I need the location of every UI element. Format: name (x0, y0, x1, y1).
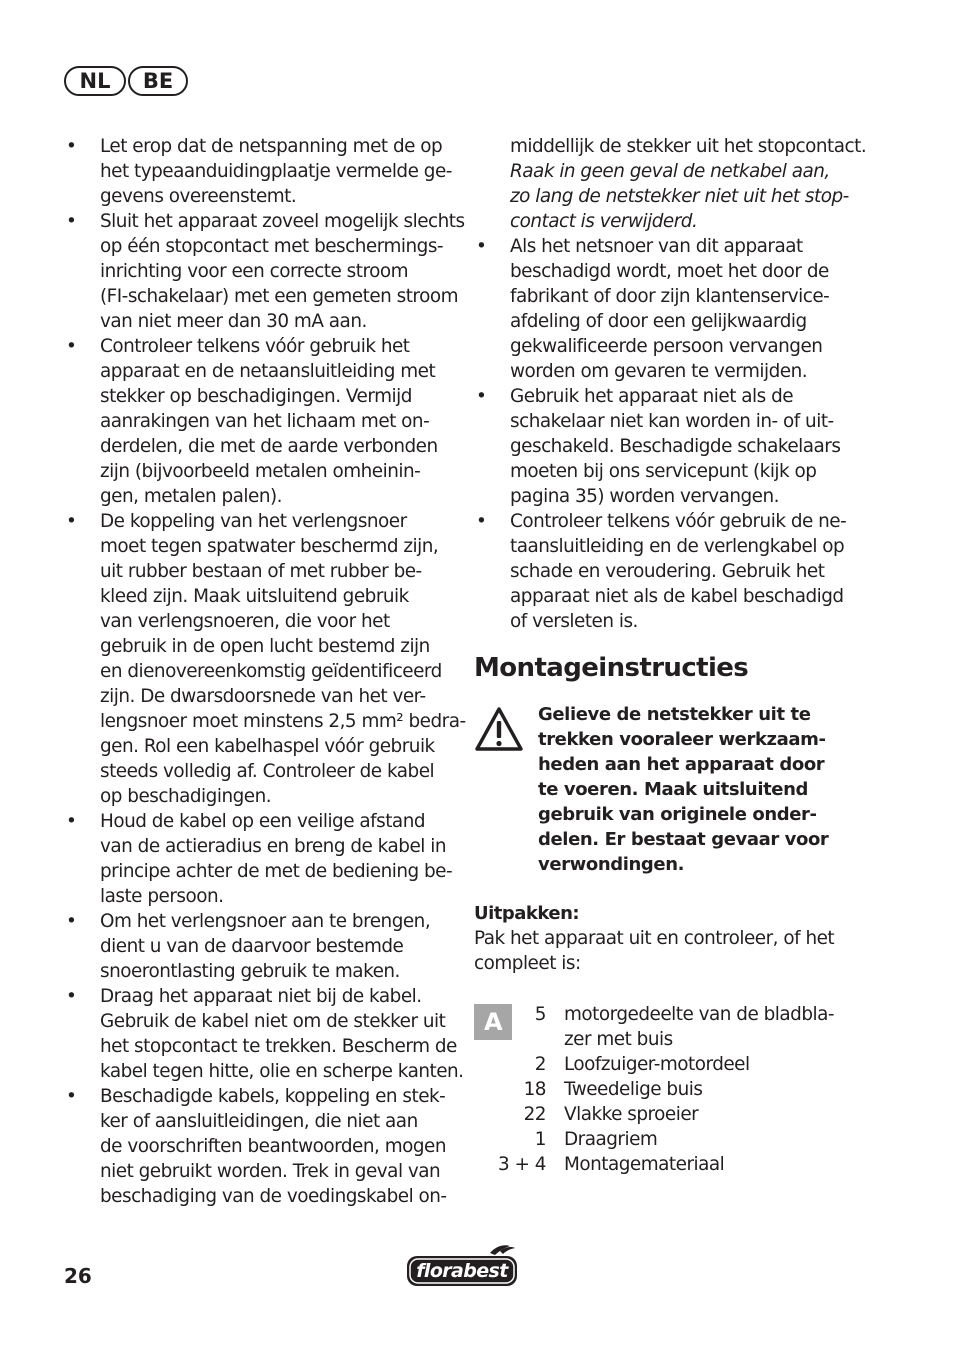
warning-line: gebruik van originele onder- (538, 804, 817, 825)
bullet-line: het typeaanduidingplaatje vermelde ge- (100, 161, 452, 182)
bullet-line: lengsnoer moet minstens 2,5 mm² bedra- (100, 711, 466, 732)
bullet-line: apparaat niet als de kabel beschadigd (510, 586, 844, 607)
bullet-line: beschadigd wordt, moet het door de (510, 261, 829, 282)
warning-line: verwondingen. (538, 854, 685, 875)
unpack-line: Pak het apparaat uit en controleer, of het (474, 928, 835, 949)
part-name-line: Draagriem (564, 1129, 658, 1150)
bullet-line: fabrikant of door zijn klantenservice- (510, 286, 830, 307)
safety-bullet-list (64, 134, 466, 1209)
right-column (474, 134, 866, 1177)
bullet-line: • Als het netsnoer van dit apparaat (510, 236, 803, 257)
bullet-line: het stopcontact te trekken. Bescherm de (100, 1036, 457, 1057)
bullet-line: van verlengsnoeren, die voor het (100, 611, 390, 632)
part-quantity: 5 (534, 1004, 546, 1025)
parts-list (474, 1002, 866, 1177)
bullet-line: • Controleer telkens vóór gebruik het (100, 336, 410, 357)
continued-bullet-text (474, 134, 866, 234)
bullet-line: apparaat en de netaansluitleiding met (100, 361, 436, 382)
bullet-line: van niet meer dan 30 mA aan. (100, 311, 367, 332)
bullet-item (64, 334, 454, 509)
part-name-line: Vlakke sproeier (564, 1104, 699, 1125)
continued-italic-line: contact is verwijderd. (510, 211, 698, 232)
bullet-line: aanrakingen van het lichaam met on- (100, 411, 430, 432)
part-row (474, 1077, 866, 1102)
warning-line: Gelieve de netstekker uit te (538, 704, 811, 725)
warning-line: heden aan het apparaat door (538, 754, 825, 775)
bullet-line: zijn (bijvoorbeeld metalen omheinin- (100, 461, 421, 482)
bullet-line: en dienovereenkomstig geïdentificeerd (100, 661, 442, 682)
continued-italic-line: Raak in geen geval de netkabel aan, (510, 161, 830, 182)
bullet-item (64, 209, 465, 334)
part-row (474, 1127, 866, 1152)
bullet-line: principe achter de met de bediening be- (100, 861, 453, 882)
part-name-line: motorgedeelte van de bladbla- (564, 1004, 835, 1025)
warning-line: te voeren. Maak uitsluitend (538, 779, 809, 800)
bullet-line: van de actieradius en breng de kabel in (100, 836, 446, 857)
bullet-line: (FI-schakelaar) met een gemeten stroom (100, 286, 458, 307)
bullet-item (64, 134, 454, 209)
part-name (564, 1002, 834, 1052)
bullet-line: derdelen, die met de aarde verbonden (100, 436, 438, 457)
bullet-line: beschadiging van de voedingskabel on- (100, 1186, 447, 1207)
bullet-line: • Beschadigde kabels, koppeling en stek- (100, 1086, 446, 1107)
bullet-line: moeten bij ons servicepunt (kijk op (510, 461, 817, 482)
bullet-line: • De koppeling van het verlengsnoer (100, 511, 407, 532)
unpack-line: compleet is: (474, 953, 581, 974)
warning-line: delen. Er bestaat gevaar voor (538, 829, 829, 850)
part-row (474, 1102, 866, 1127)
bullet-line: kleed zijn. Maak uitsluitend gebruik (100, 586, 409, 607)
bullet-line: moet tegen spatwater beschermd zijn, (100, 536, 439, 557)
bullet-line: taansluitleiding en de verlengkabel op (510, 536, 845, 557)
bullet-line: gen. Rol een kabelhaspel vóór gebruik (100, 736, 435, 757)
continued-italic-line: zo lang de netstekker niet uit het stop- (510, 186, 849, 207)
part-name-line: zer met buis (564, 1029, 673, 1050)
bullet-line: laste persoon. (100, 886, 224, 907)
part-row (474, 1002, 866, 1052)
part-row (474, 1152, 866, 1177)
warning-text (538, 702, 828, 877)
bullet-line: dient u van de daarvoor bestemde (100, 936, 404, 957)
bullet-line: schakelaar niet kan worden in- of uit- (510, 411, 834, 432)
bullet-line: kabel tegen hitte, olie en scherpe kanten. (100, 1061, 464, 1082)
part-name-line: Montagemateriaal (564, 1154, 725, 1175)
bullet-line: zijn. De dwarsdoorsnede van het ver- (100, 686, 426, 707)
part-quantity: 22 (523, 1104, 546, 1125)
part-name-line: Loofzuiger-motordeel (564, 1054, 750, 1075)
warning-line: trekken vooraleer werkzaam- (538, 729, 826, 750)
part-name (564, 1102, 698, 1127)
bullet-line: uit rubber bestaan of met rubber be- (100, 561, 422, 582)
bullet-line: steeds volledig af. Controleer de kabel (100, 761, 435, 782)
bullet-line: op één stopcontact met beschermings- (100, 236, 444, 257)
unpack-text (474, 926, 866, 976)
part-name (564, 1077, 702, 1102)
bullet-item (64, 809, 454, 909)
bullet-item (474, 384, 866, 509)
logo-text: florabest (416, 1260, 508, 1282)
bullet-item (64, 984, 464, 1084)
bullet-line: • Let erop dat de netspanning met de op (100, 136, 443, 157)
parts-rows (474, 1002, 866, 1177)
bullet-line: worden om gevaren te vermijden. (510, 361, 808, 382)
part-quantity: 3 + 4 (497, 1154, 546, 1175)
part-name (564, 1152, 724, 1177)
bullet-line: Gebruik de kabel niet om de stekker uit (100, 1011, 446, 1032)
bullet-item (64, 509, 466, 809)
left-column (64, 134, 466, 1209)
bullet-item (64, 909, 454, 984)
florabest-logo (404, 1244, 520, 1290)
bullet-line: • Gebruik het apparaat niet als de (510, 386, 794, 407)
section-title: Montageinstructies (474, 653, 749, 683)
bullet-line: • Om het verlengsnoer aan te brengen, (100, 911, 431, 932)
part-name (564, 1052, 750, 1077)
page-number: 26 (64, 1264, 92, 1288)
bullet-line: gebruik in de open lucht bestemd zijn (100, 636, 430, 657)
figure-label-badge: A (474, 1004, 512, 1040)
bullet-item (474, 509, 866, 634)
part-quantity: 18 (523, 1079, 546, 1100)
part-quantity: 2 (534, 1054, 546, 1075)
bullet-line: gen, metalen palen). (100, 486, 283, 507)
bullet-line: snoerontlasting gebruik te maken. (100, 961, 400, 982)
bullet-line: afdeling of door een gelijkwaardig (510, 311, 807, 332)
bullet-line: inrichting voor een correcte stroom (100, 261, 409, 282)
bullet-line: gevens overeenstemt. (100, 186, 297, 207)
part-quantity: 1 (534, 1129, 546, 1150)
bullet-line: • Draag het apparaat niet bij de kabel. (100, 986, 422, 1007)
part-name (564, 1127, 657, 1152)
bullet-line: • Controleer telkens vóór gebruik de ne- (510, 511, 847, 532)
language-badge-nl: NL (64, 66, 126, 96)
bullet-line: ker of aansluitleidingen, die niet aan (100, 1111, 418, 1132)
part-name-line: Tweedelige buis (564, 1079, 703, 1100)
safety-bullet-list-continued (474, 234, 866, 634)
bullet-line: gekwalificeerde persoon vervangen (510, 336, 823, 357)
bullet-line: • Sluit het apparaat zoveel mogelijk slechts (100, 211, 465, 232)
bullet-line: stekker op beschadigingen. Vermijd (100, 386, 412, 407)
warning-triangle-icon (474, 706, 524, 752)
bullet-line: pagina 35) worden vervangen. (510, 486, 779, 507)
bullet-line: op beschadigingen. (100, 786, 272, 807)
bullet-line: geschakeld. Beschadigde schakelaars (510, 436, 841, 457)
bullet-line: of versleten is. (510, 611, 638, 632)
bullet-item (474, 234, 866, 384)
bullet-line: schade en veroudering. Gebruik het (510, 561, 825, 582)
bullet-item (64, 1084, 454, 1209)
unpack-heading: Uitpakken: (474, 903, 580, 924)
continued-line: middellijk de stekker uit het stopcontact. (510, 136, 867, 157)
bullet-line: de voorschriften beantwoorden, mogen (100, 1136, 447, 1157)
language-badge-be: BE (128, 66, 188, 96)
part-row (474, 1052, 866, 1077)
warning-block (474, 702, 866, 877)
bullet-line: • Houd de kabel op een veilige afstand (100, 811, 426, 832)
bullet-line: niet gebruikt worden. Trek in geval van (100, 1161, 441, 1182)
